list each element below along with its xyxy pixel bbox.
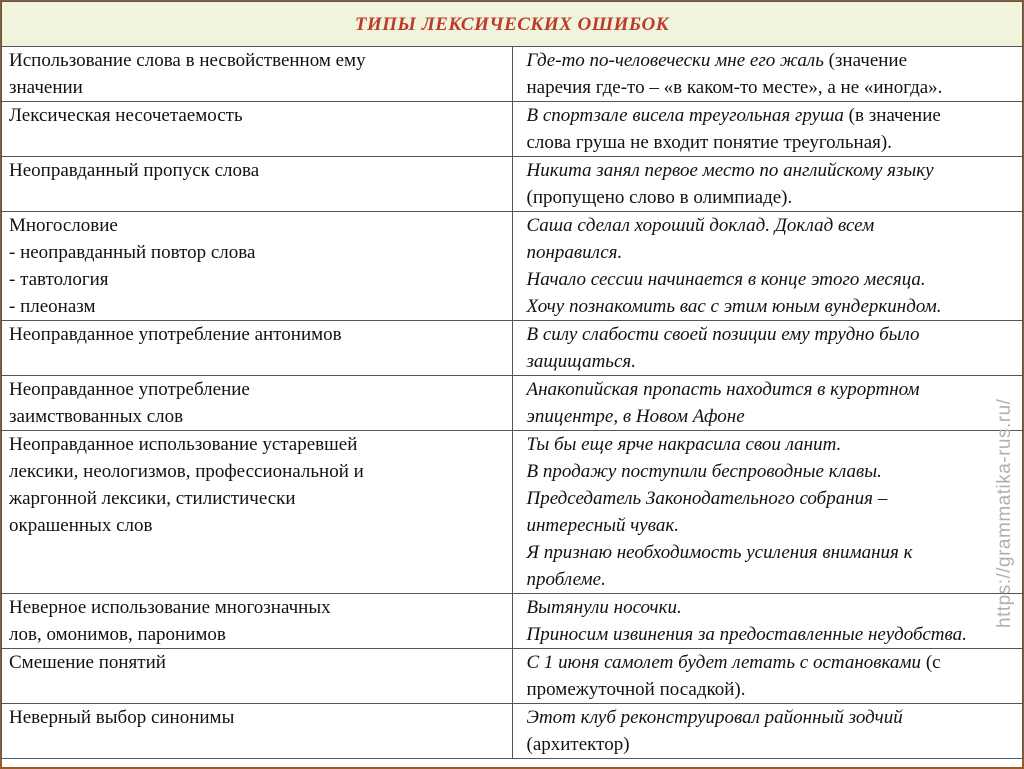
example-line <box>527 566 1023 593</box>
example-cell <box>512 321 1023 376</box>
error-type-cell <box>2 321 513 376</box>
table-row <box>2 376 1023 431</box>
example-line <box>527 321 1023 348</box>
table-title: ТИПЫ ЛЕКСИЧЕСКИХ ОШИБОК <box>2 2 1023 47</box>
example-line <box>527 676 1023 703</box>
table-row <box>2 704 1023 759</box>
example-line <box>527 157 1023 184</box>
example-line <box>527 239 1023 266</box>
example-line <box>527 348 1023 375</box>
example-cell <box>512 704 1023 759</box>
example-comment: (архитектор) <box>526 734 630 755</box>
example-line <box>527 129 1023 156</box>
example-cell <box>512 102 1023 157</box>
example-sentence: Я признаю необходимость усиления внимания к <box>526 542 913 563</box>
example-line <box>527 376 1023 403</box>
error-type-text: лексики, неологизмов, профессиональной и <box>9 461 364 482</box>
error-type-cell <box>2 157 513 212</box>
error-type-text: - тавтология <box>9 269 109 290</box>
table-row <box>2 102 1023 157</box>
error-type-cell <box>2 704 513 759</box>
table-row <box>2 47 1023 102</box>
example-sentence: проблеме. <box>526 569 606 590</box>
example-line <box>527 102 1023 129</box>
example-cell <box>512 157 1023 212</box>
table-row <box>2 212 1023 321</box>
example-comment: (значение <box>823 50 908 71</box>
error-type-text: Смешение понятий <box>9 652 166 673</box>
example-sentence: Где-то по-человечески мне его жаль <box>526 50 824 71</box>
example-line <box>527 431 1023 458</box>
example-line <box>527 74 1023 101</box>
error-type-cell <box>2 102 513 157</box>
example-sentence: Хочу познакомить вас с этим юным вундеркиндом. <box>526 296 942 317</box>
example-line <box>527 621 1023 648</box>
example-line <box>527 512 1023 539</box>
example-line <box>527 266 1023 293</box>
error-type-text: Неоправданное употребление антонимов <box>9 324 342 345</box>
example-line <box>527 293 1023 320</box>
example-line <box>527 212 1023 239</box>
watermark <box>994 378 1018 628</box>
table-row <box>2 431 1023 594</box>
error-type-text: жаргонной лексики, стилистически <box>9 488 296 509</box>
table-row <box>2 157 1023 212</box>
example-cell <box>512 649 1023 704</box>
example-line <box>527 731 1023 758</box>
lexical-errors-table <box>1 1 1023 759</box>
error-type-cell <box>2 376 513 431</box>
table-body <box>2 47 1023 759</box>
example-sentence: Начало сессии начинается в конце этого месяца. <box>526 269 926 290</box>
example-sentence: С 1 июня самолет будет летать с остановками <box>526 652 922 673</box>
table-row <box>2 649 1023 704</box>
error-type-text: - плеоназм <box>9 296 96 317</box>
error-type-cell <box>2 431 513 594</box>
example-comment: (в значение <box>843 105 941 126</box>
example-comment: промежуточной посадкой). <box>526 679 746 700</box>
error-type-cell <box>2 649 513 704</box>
example-sentence: интересный чувак. <box>526 515 679 536</box>
example-line <box>527 458 1023 485</box>
error-type-text: Неверное использование многозначных <box>9 597 331 618</box>
example-sentence: В спортзале висела треугольная груша <box>526 105 844 126</box>
error-type-cell <box>2 47 513 102</box>
error-type-text: лов, омонимов, паронимов <box>9 624 226 645</box>
example-cell <box>512 431 1023 594</box>
error-type-text: Неоправданный пропуск слова <box>9 160 260 181</box>
example-cell <box>512 47 1023 102</box>
example-sentence: защищаться. <box>526 351 636 372</box>
example-line <box>527 649 1023 676</box>
error-type-text: Лексическая несочетаемость <box>9 105 243 126</box>
example-cell <box>512 376 1023 431</box>
example-line <box>527 485 1023 512</box>
error-type-text: Использование слова в несвойственном ему <box>9 50 366 71</box>
error-type-text: заимствованных слов <box>9 406 184 427</box>
example-sentence: Вытянули носочки. <box>526 597 682 618</box>
example-sentence: В силу слабости своей позиции ему трудно было <box>526 324 920 345</box>
example-comment: (с <box>921 652 941 673</box>
error-type-text: Многословие <box>9 215 118 236</box>
example-sentence: понравился. <box>526 242 623 263</box>
example-sentence: Анакопийская пропасть находится в курортном <box>526 379 920 400</box>
error-type-text: Неверный выбор синонимы <box>9 707 235 728</box>
error-type-cell <box>2 212 513 321</box>
example-line <box>527 539 1023 566</box>
example-sentence: Приносим извинения за предоставленные неудобства. <box>526 624 967 645</box>
watermark-text: https://grammatika-rus.ru/ <box>994 398 1015 628</box>
example-line <box>527 47 1023 74</box>
example-comment: слова груша не входит понятие треугольная). <box>526 132 892 153</box>
table-row <box>2 594 1023 649</box>
example-line <box>527 184 1023 211</box>
example-sentence: В продажу поступили беспроводные клавы. <box>526 461 882 482</box>
example-sentence: Никита занял первое место по английскому языку <box>526 160 934 181</box>
example-sentence: Ты бы еще ярче накрасила свои ланит. <box>526 434 842 455</box>
error-type-cell <box>2 594 513 649</box>
table-row <box>2 321 1023 376</box>
example-line <box>527 704 1023 731</box>
error-type-text: - неоправданный повтор слова <box>9 242 256 263</box>
error-type-text: Неоправданное использование устаревшей <box>9 434 358 455</box>
example-cell <box>512 594 1023 649</box>
example-comment: (пропущено слово в олимпиаде). <box>526 187 793 208</box>
error-type-text: Неоправданное употребление <box>9 379 250 400</box>
example-sentence: Саша сделал хороший доклад. Доклад всем <box>526 215 875 236</box>
example-cell <box>512 212 1023 321</box>
example-sentence: Этот клуб реконструировал районный зодчий <box>526 707 903 728</box>
example-sentence: эпицентре, в Новом Афоне <box>526 406 745 427</box>
error-type-text: значении <box>9 77 83 98</box>
example-line <box>527 594 1023 621</box>
example-sentence: Председатель Законодательного собрания – <box>526 488 888 509</box>
example-line <box>527 403 1023 430</box>
example-comment: наречия где-то – «в каком-то месте», а не «иногда». <box>526 77 943 98</box>
error-type-text: окрашенных слов <box>9 515 153 536</box>
